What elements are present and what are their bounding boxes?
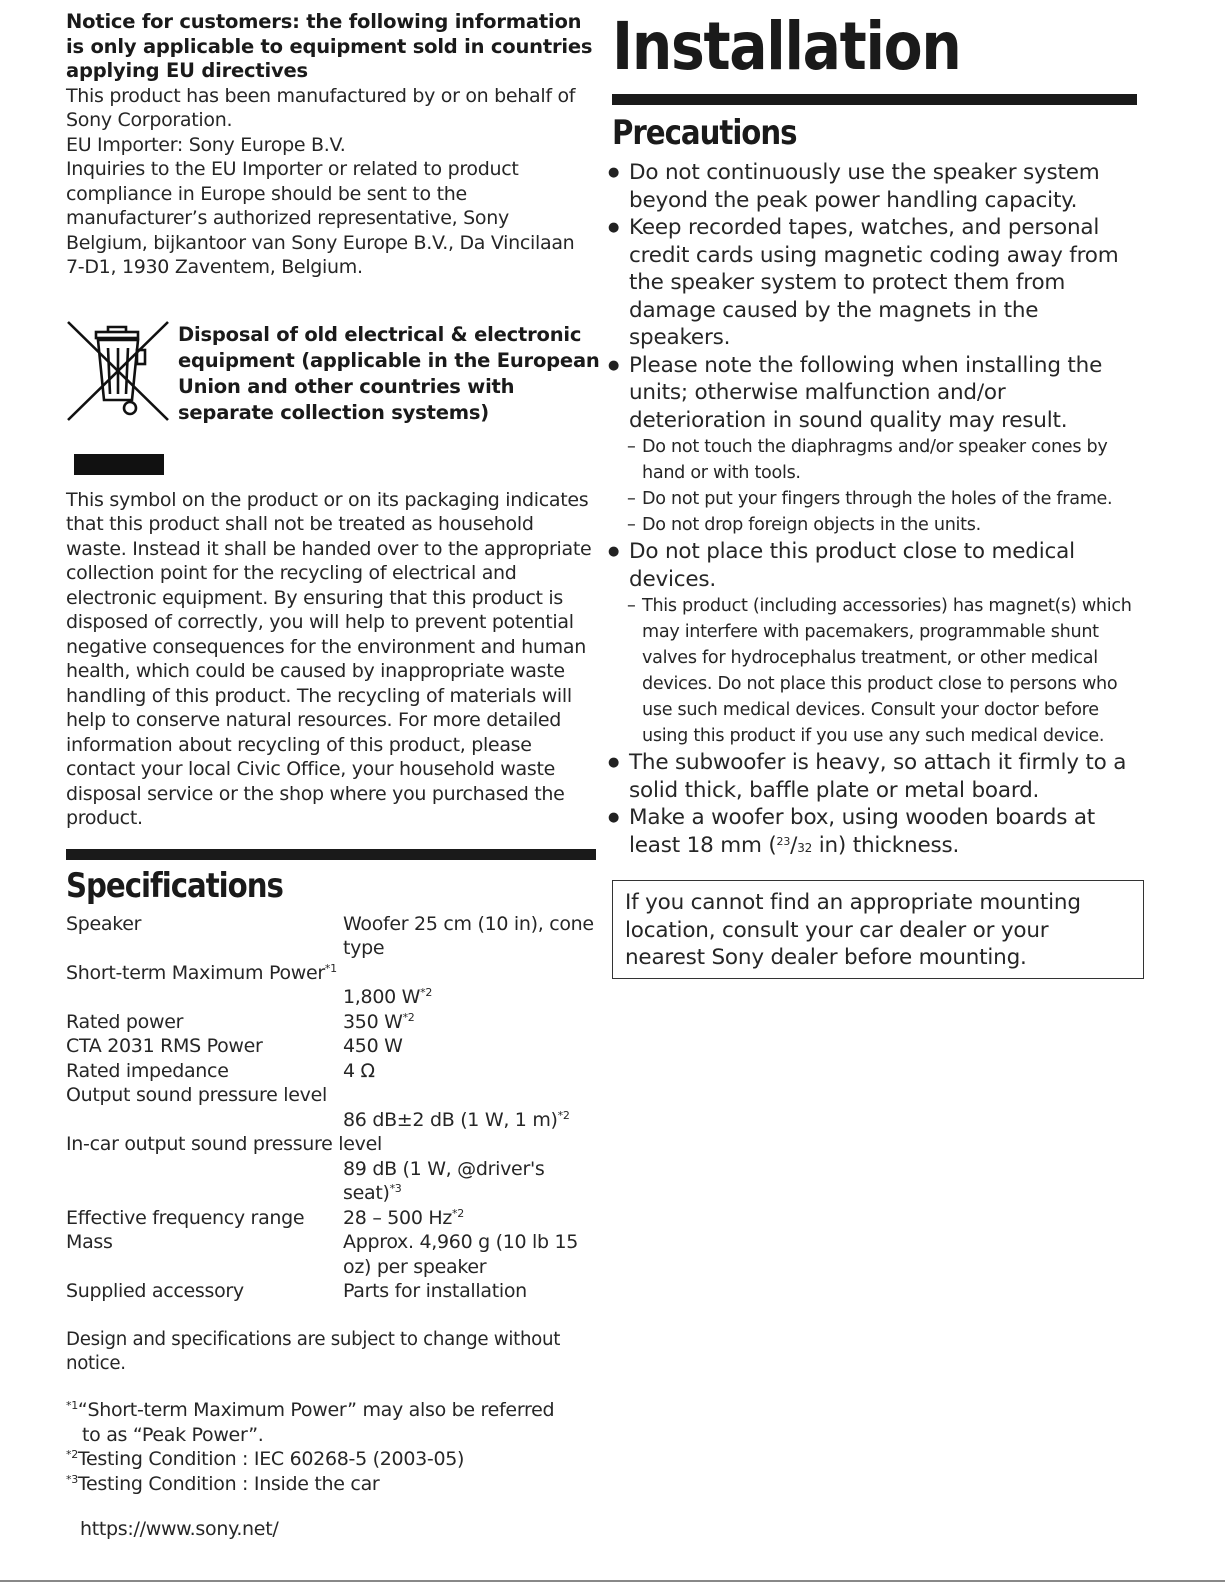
precautions-list: [612, 159, 1142, 862]
spec-key: Effective frequency range: [66, 1206, 305, 1229]
spec-row-incar-key: [66, 1132, 596, 1157]
fraction-denominator: 32: [797, 840, 813, 855]
precautions-heading: Precautions: [612, 113, 797, 153]
sub-list-item: – Do not put your fingers through the holes of the frame.: [629, 486, 1142, 512]
spec-value: 1,800 W: [343, 986, 421, 1008]
list-item-text: Please note the following when installing the units; otherwise malfunction and/or deterioration in sound quality may result.: [629, 352, 1103, 433]
list-item-text: in) thickness.: [812, 832, 960, 858]
list-item-text: Do not place this product close to medical devices.: [629, 539, 1075, 592]
spec-key: Rated power: [66, 1010, 184, 1033]
right-column: [612, 10, 1152, 979]
spec-key: Supplied accessory: [66, 1280, 244, 1302]
list-item: [612, 214, 1142, 352]
design-note: Design and specifications are subject to change without notice.: [66, 1328, 561, 1374]
list-item: [612, 159, 1142, 214]
fraction-slash: /: [790, 832, 798, 858]
footnote-ref: *3: [389, 1182, 402, 1195]
disposal-title: Disposal of old electrical & electronic equipment (applicable in the European Union and other countries with separate collection systems): [178, 322, 600, 424]
installation-title: Installation: [612, 8, 961, 85]
eu-notice-heading: Notice for customers: the following information is only applicable to equipment sold in countries applying EU directives: [66, 10, 593, 82]
spec-value: 86 dB±2 dB (1 W, 1 m): [343, 1108, 558, 1131]
eu-importer-text: EU Importer: Sony Europe B.V.: [66, 133, 346, 156]
spec-row-frequency: [66, 1206, 596, 1231]
manufacturer-text: This product has been manufactured by or on behalf of Sony Corporation.: [66, 84, 576, 131]
spec-key: Rated impedance: [66, 1059, 229, 1082]
spec-row-ospl-key: [66, 1083, 596, 1108]
disposal-body: This symbol on the product or on its packaging indicates that this product shall not be treated as household waste. Instead it shall be handed over to the appropriate collection point for the recycling of electrical and electronic equipment. By ensuring that this product is disposed of correctly, you will help to prevent potential negative consequences for the environment and human health, which could be caused by inappropriate waste handling of this product. The recycling of materials will help to conserve natural resources. For more detailed information about recycling of this product, please contact your local Civic Office, your household waste disposal service or the shop where you purchased the product.: [66, 488, 592, 829]
spec-row-mass: [66, 1230, 596, 1279]
spec-key: Mass: [66, 1231, 113, 1253]
mounting-note-box: If you cannot find an appropriate mounting location, consult your car dealer or your nearest Sony dealer before mounting.: [612, 880, 1144, 979]
specifications-table: [66, 912, 596, 1304]
list-item: [612, 749, 1142, 804]
spec-value: 89 dB (1 W, @driver's: [343, 1157, 545, 1180]
list-item-text: Keep recorded tapes, watches, and personal credit cards using magnetic coding away from the speaker system to protect them from damage caused by the magnets in the speakers.: [629, 215, 1119, 350]
spec-value: seat): [343, 1182, 390, 1204]
sub-list-item: – Do not drop foreign objects in the units.: [629, 512, 1142, 538]
spec-key: Short-term Maximum Power: [66, 961, 325, 984]
footnote-3: [66, 1472, 596, 1497]
disposal-section: [66, 306, 600, 466]
spec-row-accessory: [66, 1279, 596, 1304]
footnote-mark: *2: [66, 1448, 78, 1462]
spec-value: Parts for installation: [343, 1280, 527, 1302]
list-item-text: Do not continuously use the speaker system beyond the peak power handling capacity.: [629, 160, 1100, 213]
spec-value: 350 W: [343, 1010, 403, 1033]
sub-list-item: – Do not touch the diaphragms and/or speaker cones by hand or with tools.: [629, 434, 1142, 486]
footnote-ref: *2: [452, 1206, 464, 1220]
spec-row-ospl-value: [66, 1108, 596, 1133]
spec-value: 4 Ω: [343, 1059, 375, 1082]
spec-row-cta: [66, 1034, 596, 1059]
spec-row-rated: [66, 1010, 596, 1035]
specifications-rule: [66, 849, 596, 860]
inquiries-text: Inquiries to the EU Importer or related to product compliance in Europe should be sent to the manufacturer’s authorized representative, Sony Belgium, bijkantoor van Sony Europe B.V., Da Vincilaan 7-D1, 1930 Zaventem, Belgium.: [66, 158, 575, 278]
spec-row-stmp-key: [66, 961, 596, 986]
footnote-ref: *2: [557, 1108, 570, 1122]
spec-row-incar-value: [66, 1157, 596, 1206]
specifications-heading: Specifications: [66, 865, 283, 906]
installation-rule: [612, 94, 1137, 105]
footnote-ref: *2: [402, 1010, 415, 1024]
footnote-text: “Short-term Maximum Power” may also be referred: [77, 1399, 555, 1422]
footnote-ref: *2: [420, 986, 433, 999]
footnote-text: Testing Condition : IEC 60268-5 (2003-05): [77, 1448, 465, 1471]
list-item-text: Make a woofer box, using wooden boards at least 18 mm (: [629, 805, 1096, 858]
sony-url: https://www.sony.net/: [80, 1518, 279, 1540]
spec-value: Woofer 25 cm (10 in), cone type: [343, 912, 594, 959]
crossed-out-wheelie-bin-icon: [66, 318, 170, 448]
sub-list: [629, 593, 1142, 749]
fraction-numerator: 23: [776, 834, 791, 848]
spec-value: 28 – 500 Hz: [343, 1206, 453, 1229]
footnotes: [66, 1398, 596, 1496]
spec-row-stmp-value: [66, 985, 596, 1010]
spec-key: Speaker: [66, 912, 142, 935]
list-item: [612, 538, 1142, 749]
spec-value: 450 W: [343, 1035, 403, 1057]
sub-list: [629, 434, 1142, 538]
footnote-ref: *1: [324, 961, 337, 975]
list-item-text: The subwoofer is heavy, so attach it firmly to a solid thick, baffle plate or metal board.: [629, 750, 1127, 803]
list-item: [612, 804, 1142, 862]
sub-list-item: – This product (including accessories) has magnet(s) which may interfere with pacemakers, programmable shunt valves for hydrocephalus treatment, or other medical devices. Do not place this product close to persons who use such medical devices. Consult your doctor before using this product if you use any such medical device.: [629, 593, 1142, 749]
footnote-mark: *3: [66, 1472, 78, 1486]
spec-key: In-car output sound pressure level: [66, 1133, 382, 1155]
footnote-text: Testing Condition : Inside the car: [77, 1472, 380, 1495]
footnote-1-cont: to as “Peak Power”.: [82, 1423, 264, 1446]
spec-row-impedance: [66, 1059, 596, 1084]
left-column: [66, 10, 600, 1496]
footnote-1: [66, 1398, 596, 1423]
spec-key: Output sound pressure level: [66, 1084, 327, 1106]
page-bottom-edge: [0, 1580, 1225, 1582]
spec-key: CTA 2031 RMS Power: [66, 1035, 263, 1057]
disposal-black-bar: [74, 454, 164, 475]
spec-row-speaker: [66, 912, 596, 961]
spec-value: Approx. 4,960 g (10 lb 15 oz) per speaker: [343, 1231, 579, 1278]
footnote-mark: *1: [66, 1399, 78, 1413]
list-item: [612, 352, 1142, 539]
footnote-2: [66, 1447, 596, 1472]
